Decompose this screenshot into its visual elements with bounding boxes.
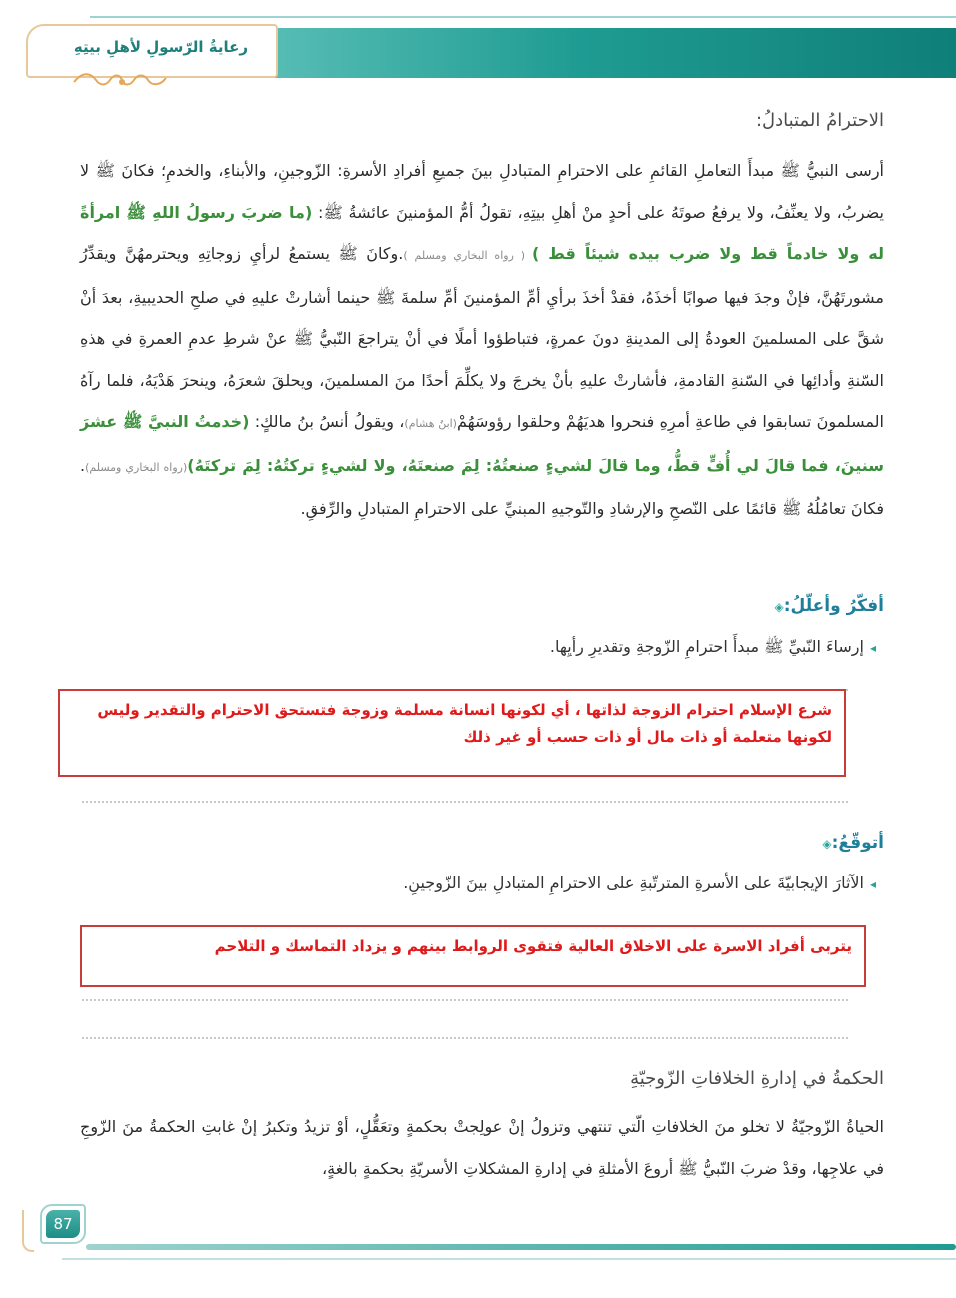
hadith-reference: (رواه البخاري ومسلم) <box>85 460 188 474</box>
answer-dotted-line <box>82 1037 848 1039</box>
footer-line <box>86 1244 956 1250</box>
activity-predict-title <box>816 833 884 853</box>
hadith-quote: (ما ضربَ رسولُ اللهِ ﷺ امرأةً له ولا خادماً قط ولا ضرب بيده شيئاً قط ) <box>80 202 885 263</box>
chapter-title: رعايةُ الرّسولِ لأهلِ بيتِهِ <box>73 38 248 56</box>
hadith-reference: ( رواه البخاري ومسلم ) <box>403 249 532 262</box>
answer-box[interactable]: شرع الإسلام احترام الزوجة لذاتها ، أي لكونها انسانة مسلمة وزوجة فتستحق الاحترام والتقدير وليس لكونها متعلمة أو ذات مال أو ذات حسب أو غير ذلك <box>58 689 846 777</box>
page-number-badge <box>40 1204 86 1244</box>
activity-prompt <box>403 873 876 892</box>
ornament-icon <box>70 70 170 92</box>
section-heading-wisdom: الحكمةُ في إدارةِ الخلافاتِ الزّوجيّةِ <box>630 1068 884 1089</box>
page-number: 87 <box>46 1210 80 1238</box>
answer-dotted-line <box>82 801 848 803</box>
activity-title-text: أتوقّعُ: <box>831 833 884 853</box>
footer-bracket <box>22 1210 34 1252</box>
activity-title-text: أفكّرُ وأعلّلُ: <box>783 596 884 616</box>
diamond-icon: ◈ <box>774 600 784 614</box>
footer-line <box>62 1258 956 1260</box>
mutual-respect-paragraph <box>80 150 884 530</box>
answer-box[interactable]: يتربى أفراد الاسرة على الاخلاق العالية فتقوى الروابط بينهم و يزداد التماسك و التلاحم <box>80 925 866 987</box>
paragraph-text: ، ويقولُ أنسُ بنُ مالكٍ: <box>249 412 405 431</box>
hadith-reference: (ابنُ هشام) <box>404 417 457 430</box>
paragraph-text: أرسى النبيُّ ﷺ مبدأَ التعاملِ القائمِ على الاحترامِ المتبادلِ بينَ جميعِ أفرادِ الأسرةِ: الزّوجينِ، والأبناءِ، والخدمِ؛ فكانَ ﷺ لا يضربُ، ولا يعنِّفُ، ولا يرفعُ صوتَهُ على أحدٍ منْ أهلِ بيتِهِ، تقولُ أمُّ المؤمنينَ عائشةُ ﷺ: <box>80 161 884 222</box>
section-heading-mutual-respect: الاحترامُ المتبادلُ: <box>755 110 884 131</box>
prompt-text: إرساءَ النّبيِّ ﷺ مبدأَ احترامِ الزّوجةِ وتقديرِ رأيِها. <box>549 637 864 656</box>
arrow-icon: ◂ <box>869 641 876 655</box>
diamond-icon: ◈ <box>822 837 832 851</box>
prompt-text: الآثارَ الإيجابيّةَ على الأسرةِ المترتّبةِ على الاحترامِ المتبادلِ بينَ الزّوجينِ. <box>403 873 864 892</box>
hadith-quote: (خدمتُ النبيَّ ﷺ عشرَ سنينَ، فما قالَ لي أُفٍّ قطُّ، وما قالَ لشيءٍ صنعتُهُ: لِمَ صنعتَهُ، ولا لشيءٍ تركتُهُ: لِمَ تركتَهُ) <box>80 412 885 475</box>
header-band <box>270 28 956 78</box>
activity-think-explain-title <box>769 596 885 616</box>
header-top-line <box>90 16 956 18</box>
arrow-icon: ◂ <box>869 877 876 891</box>
wisdom-paragraph: الحياةُ الزّوجيّةُ لا تخلو منَ الخلافاتِ الّتي تنتهي وتزولُ إنْ عولِجتْ بحكمةٍ وتعَقُّلٍ، أوْ تزيدُ وتكبرُ إنْ غابتِ الحكمةُ منَ الزّوجِ في علاجِها، وقدْ ضربَ النّبيُّ ﷺ أروعَ الأمثلةِ في إدارةِ المشكلاتِ الأسريّةِ بحكمةٍ بالغةٍ، <box>80 1117 884 1178</box>
answer-dotted-line <box>82 999 848 1001</box>
paragraph-text: .وكانَ ﷺ يستمعُ لرأيِ زوجاتِهِ ويحترمهُنَّ ويقدِّرُ مشورتَهُنَّ، فإنْ وجدَ فيها صوابًا أخذَهُ، فقدْ أخذَ برأيِ أمِّ المؤمنينَ أمِّ سلمةَ ﷺ حينما أشارتْ عليهِ في صلحِ الحديبيةِ، بعدَ أنْ شقَّ على المسلمينَ العودةُ إلى المدينةِ دونَ عمرةٍ، فتباطؤوا أملًا في أنْ يتراجعَ النّبيُّ ﷺ عنْ شرطِ عدمِ العمرةِ في هذهِ السّنةِ وأدائِها في السّنةِ القادمةِ، فأشارتْ عليهِ بأنْ يخرجَ ولا يكلِّمَ أحدًا منَ المسلمينَ، ويحلقَ شعرَهُ، وينحرَ هَدْيَهُ، فلما رآهُ المسلمونَ تسابقوا في طاعةِ أمرِهِ فنحروا هديَهُمْ وحلقوا رؤوسَهُمْ <box>80 244 884 431</box>
activity-prompt <box>550 637 876 660</box>
paragraph-text: . فكانَ تعامُلُهُ ﷺ قائمًا على النّصحِ والإرشادِ والتّوجيهِ المبنيِّ على الاحترامِ المتبادلِ والرِّفقِ. <box>80 455 884 518</box>
